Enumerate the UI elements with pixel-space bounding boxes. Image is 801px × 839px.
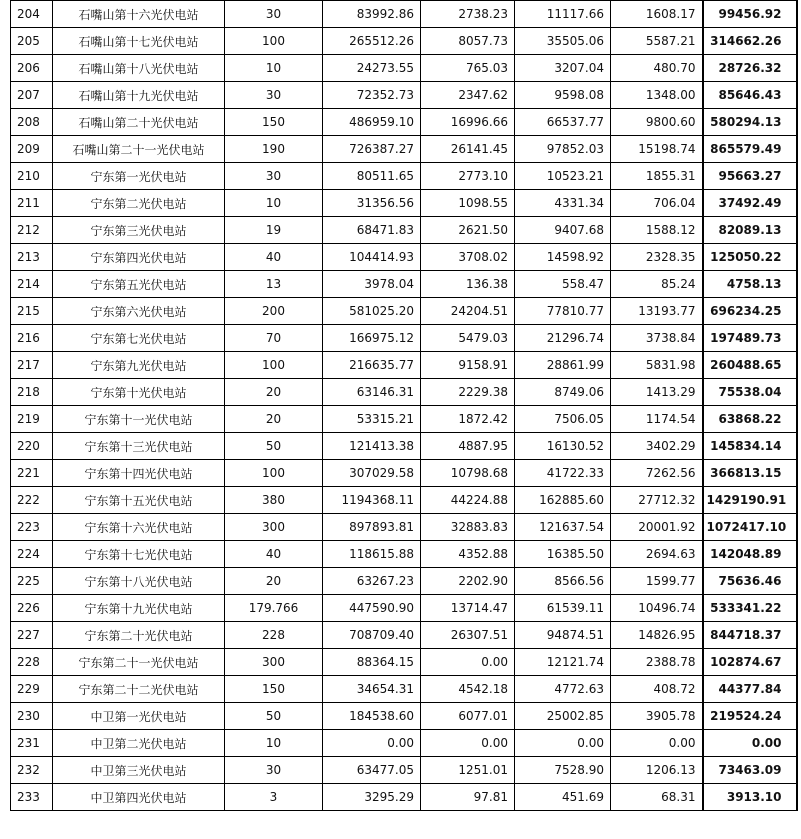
- value-cell-1: 3978.04: [323, 271, 421, 298]
- value-cell-4: 15198.74: [611, 136, 703, 163]
- table-row: [11, 82, 797, 109]
- value-cell-2: 2738.23: [421, 1, 515, 28]
- value-cell-1: 726387.27: [323, 136, 421, 163]
- row-index: 216: [11, 325, 53, 352]
- table-row: [11, 217, 797, 244]
- row-index: 207: [11, 82, 53, 109]
- row-index: 210: [11, 163, 53, 190]
- value-cell-1: 24273.55: [323, 55, 421, 82]
- total-cell: 580294.13: [703, 109, 797, 136]
- value-cell-3: 162885.60: [515, 487, 611, 514]
- station-name: 宁东第五光伏电站: [53, 271, 225, 298]
- value-cell-3: 9407.68: [515, 217, 611, 244]
- station-name: 中卫第四光伏电站: [53, 784, 225, 811]
- value-cell-2: 97.81: [421, 784, 515, 811]
- table-row: [11, 109, 797, 136]
- value-cell-4: 2388.78: [611, 649, 703, 676]
- table-row: [11, 568, 797, 595]
- row-index: 209: [11, 136, 53, 163]
- table-row: [11, 55, 797, 82]
- table-row: [11, 28, 797, 55]
- value-cell-1: 581025.20: [323, 298, 421, 325]
- capacity-cell: 20: [225, 406, 323, 433]
- station-name: 石嘴山第十七光伏电站: [53, 28, 225, 55]
- station-name: 宁东第十六光伏电站: [53, 514, 225, 541]
- value-cell-4: 408.72: [611, 676, 703, 703]
- station-name: 宁东第十一光伏电站: [53, 406, 225, 433]
- row-index: 217: [11, 352, 53, 379]
- table-row: [11, 298, 797, 325]
- station-name: 宁东第十九光伏电站: [53, 595, 225, 622]
- value-cell-2: 0.00: [421, 730, 515, 757]
- value-cell-4: 1855.31: [611, 163, 703, 190]
- table-row: [11, 514, 797, 541]
- capacity-cell: 100: [225, 28, 323, 55]
- value-cell-3: 451.69: [515, 784, 611, 811]
- value-cell-3: 8749.06: [515, 379, 611, 406]
- row-index: 233: [11, 784, 53, 811]
- value-cell-4: 20001.92: [611, 514, 703, 541]
- total-cell: 44377.84: [703, 676, 797, 703]
- row-index: 222: [11, 487, 53, 514]
- value-cell-4: 7262.56: [611, 460, 703, 487]
- row-index: 215: [11, 298, 53, 325]
- value-cell-3: 4772.63: [515, 676, 611, 703]
- row-index: 223: [11, 514, 53, 541]
- row-index: 205: [11, 28, 53, 55]
- value-cell-3: 16130.52: [515, 433, 611, 460]
- value-cell-4: 1206.13: [611, 757, 703, 784]
- value-cell-2: 6077.01: [421, 703, 515, 730]
- value-cell-3: 41722.33: [515, 460, 611, 487]
- station-name: 中卫第三光伏电站: [53, 757, 225, 784]
- value-cell-3: 14598.92: [515, 244, 611, 271]
- total-cell: 63868.22: [703, 406, 797, 433]
- total-cell: 82089.13: [703, 217, 797, 244]
- value-cell-2: 4542.18: [421, 676, 515, 703]
- capacity-cell: 20: [225, 568, 323, 595]
- value-cell-3: 97852.03: [515, 136, 611, 163]
- value-cell-2: 1872.42: [421, 406, 515, 433]
- station-name: 中卫第二光伏电站: [53, 730, 225, 757]
- capacity-cell: 20: [225, 379, 323, 406]
- value-cell-3: 10523.21: [515, 163, 611, 190]
- value-cell-3: 4331.34: [515, 190, 611, 217]
- table-row: [11, 1, 797, 28]
- value-cell-4: 1588.12: [611, 217, 703, 244]
- value-cell-3: 16385.50: [515, 541, 611, 568]
- value-cell-1: 80511.65: [323, 163, 421, 190]
- value-cell-4: 3402.29: [611, 433, 703, 460]
- station-name: 宁东第一光伏电站: [53, 163, 225, 190]
- table-row: [11, 325, 797, 352]
- value-cell-4: 9800.60: [611, 109, 703, 136]
- total-cell: 865579.49: [703, 136, 797, 163]
- total-cell: 314662.26: [703, 28, 797, 55]
- value-cell-4: 0.00: [611, 730, 703, 757]
- value-cell-1: 265512.26: [323, 28, 421, 55]
- value-cell-3: 66537.77: [515, 109, 611, 136]
- value-cell-3: 21296.74: [515, 325, 611, 352]
- total-cell: 366813.15: [703, 460, 797, 487]
- value-cell-2: 4352.88: [421, 541, 515, 568]
- total-cell: 75538.04: [703, 379, 797, 406]
- value-cell-2: 5479.03: [421, 325, 515, 352]
- capacity-cell: 40: [225, 541, 323, 568]
- value-cell-2: 2202.90: [421, 568, 515, 595]
- value-cell-1: 897893.81: [323, 514, 421, 541]
- table-row: [11, 406, 797, 433]
- value-cell-4: 68.31: [611, 784, 703, 811]
- capacity-cell: 10: [225, 55, 323, 82]
- value-cell-2: 4887.95: [421, 433, 515, 460]
- capacity-cell: 190: [225, 136, 323, 163]
- value-cell-4: 1348.00: [611, 82, 703, 109]
- row-index: 226: [11, 595, 53, 622]
- station-name: 石嘴山第二十一光伏电站: [53, 136, 225, 163]
- value-cell-4: 3738.84: [611, 325, 703, 352]
- value-cell-4: 1174.54: [611, 406, 703, 433]
- row-index: 231: [11, 730, 53, 757]
- station-name: 宁东第二光伏电站: [53, 190, 225, 217]
- value-cell-3: 0.00: [515, 730, 611, 757]
- station-name: 宁东第六光伏电站: [53, 298, 225, 325]
- station-name: 宁东第十四光伏电站: [53, 460, 225, 487]
- capacity-cell: 300: [225, 649, 323, 676]
- value-cell-1: 88364.15: [323, 649, 421, 676]
- capacity-cell: 10: [225, 730, 323, 757]
- value-cell-1: 53315.21: [323, 406, 421, 433]
- total-cell: 28726.32: [703, 55, 797, 82]
- value-cell-2: 13714.47: [421, 595, 515, 622]
- value-cell-1: 447590.90: [323, 595, 421, 622]
- total-cell: 99456.92: [703, 1, 797, 28]
- value-cell-1: 63477.05: [323, 757, 421, 784]
- table-body: [11, 1, 797, 811]
- value-cell-2: 136.38: [421, 271, 515, 298]
- value-cell-2: 1098.55: [421, 190, 515, 217]
- table-row: [11, 730, 797, 757]
- station-name: 宁东第四光伏电站: [53, 244, 225, 271]
- value-cell-1: 486959.10: [323, 109, 421, 136]
- value-cell-1: 118615.88: [323, 541, 421, 568]
- value-cell-3: 8566.56: [515, 568, 611, 595]
- table-row: [11, 622, 797, 649]
- capacity-cell: 10: [225, 190, 323, 217]
- total-cell: 533341.22: [703, 595, 797, 622]
- value-cell-2: 3708.02: [421, 244, 515, 271]
- value-cell-1: 63146.31: [323, 379, 421, 406]
- value-cell-1: 121413.38: [323, 433, 421, 460]
- value-cell-2: 2229.38: [421, 379, 515, 406]
- station-name: 石嘴山第十八光伏电站: [53, 55, 225, 82]
- capacity-cell: 70: [225, 325, 323, 352]
- value-cell-1: 83992.86: [323, 1, 421, 28]
- total-cell: 125050.22: [703, 244, 797, 271]
- value-cell-3: 11117.66: [515, 1, 611, 28]
- capacity-cell: 228: [225, 622, 323, 649]
- value-cell-1: 31356.56: [323, 190, 421, 217]
- value-cell-4: 5587.21: [611, 28, 703, 55]
- total-cell: 37492.49: [703, 190, 797, 217]
- row-index: 214: [11, 271, 53, 298]
- row-index: 218: [11, 379, 53, 406]
- table-row: [11, 595, 797, 622]
- capacity-cell: 150: [225, 109, 323, 136]
- total-cell: 95663.27: [703, 163, 797, 190]
- subsidy-table-container: [10, 0, 796, 811]
- total-cell: 85646.43: [703, 82, 797, 109]
- table-row: [11, 703, 797, 730]
- row-index: 232: [11, 757, 53, 784]
- table-row: [11, 541, 797, 568]
- total-cell: 197489.73: [703, 325, 797, 352]
- value-cell-2: 16996.66: [421, 109, 515, 136]
- capacity-cell: 179.766: [225, 595, 323, 622]
- value-cell-3: 121637.54: [515, 514, 611, 541]
- value-cell-4: 2694.63: [611, 541, 703, 568]
- value-cell-4: 706.04: [611, 190, 703, 217]
- value-cell-2: 1251.01: [421, 757, 515, 784]
- value-cell-3: 7528.90: [515, 757, 611, 784]
- value-cell-3: 28861.99: [515, 352, 611, 379]
- station-name: 宁东第七光伏电站: [53, 325, 225, 352]
- capacity-cell: 3: [225, 784, 323, 811]
- station-name: 宁东第十三光伏电站: [53, 433, 225, 460]
- capacity-cell: 150: [225, 676, 323, 703]
- value-cell-3: 35505.06: [515, 28, 611, 55]
- capacity-cell: 30: [225, 163, 323, 190]
- station-name: 宁东第九光伏电站: [53, 352, 225, 379]
- value-cell-1: 1194368.11: [323, 487, 421, 514]
- value-cell-2: 26307.51: [421, 622, 515, 649]
- value-cell-2: 9158.91: [421, 352, 515, 379]
- table-row: [11, 676, 797, 703]
- value-cell-3: 12121.74: [515, 649, 611, 676]
- value-cell-1: 104414.93: [323, 244, 421, 271]
- value-cell-2: 765.03: [421, 55, 515, 82]
- value-cell-1: 0.00: [323, 730, 421, 757]
- value-cell-2: 10798.68: [421, 460, 515, 487]
- total-cell: 844718.37: [703, 622, 797, 649]
- table-row: [11, 379, 797, 406]
- capacity-cell: 50: [225, 433, 323, 460]
- capacity-cell: 40: [225, 244, 323, 271]
- capacity-cell: 30: [225, 82, 323, 109]
- station-name: 宁东第十五光伏电站: [53, 487, 225, 514]
- value-cell-3: 9598.08: [515, 82, 611, 109]
- value-cell-4: 3905.78: [611, 703, 703, 730]
- value-cell-1: 166975.12: [323, 325, 421, 352]
- value-cell-1: 708709.40: [323, 622, 421, 649]
- total-cell: 260488.65: [703, 352, 797, 379]
- row-index: 212: [11, 217, 53, 244]
- station-name: 宁东第二十一光伏电站: [53, 649, 225, 676]
- subsidy-table: [10, 0, 798, 811]
- row-index: 219: [11, 406, 53, 433]
- value-cell-1: 63267.23: [323, 568, 421, 595]
- total-cell: 102874.67: [703, 649, 797, 676]
- value-cell-4: 5831.98: [611, 352, 703, 379]
- capacity-cell: 30: [225, 1, 323, 28]
- row-index: 221: [11, 460, 53, 487]
- value-cell-3: 3207.04: [515, 55, 611, 82]
- table-row: [11, 352, 797, 379]
- value-cell-1: 307029.58: [323, 460, 421, 487]
- station-name: 石嘴山第二十光伏电站: [53, 109, 225, 136]
- value-cell-3: 77810.77: [515, 298, 611, 325]
- value-cell-4: 14826.95: [611, 622, 703, 649]
- row-index: 229: [11, 676, 53, 703]
- value-cell-3: 94874.51: [515, 622, 611, 649]
- total-cell: 1072417.10: [703, 514, 797, 541]
- total-cell: 1429190.91: [703, 487, 797, 514]
- value-cell-3: 558.47: [515, 271, 611, 298]
- total-cell: 219524.24: [703, 703, 797, 730]
- station-name: 宁东第二十二光伏电站: [53, 676, 225, 703]
- row-index: 204: [11, 1, 53, 28]
- row-index: 213: [11, 244, 53, 271]
- total-cell: 3913.10: [703, 784, 797, 811]
- table-row: [11, 649, 797, 676]
- value-cell-4: 85.24: [611, 271, 703, 298]
- capacity-cell: 300: [225, 514, 323, 541]
- capacity-cell: 13: [225, 271, 323, 298]
- value-cell-3: 25002.85: [515, 703, 611, 730]
- value-cell-4: 13193.77: [611, 298, 703, 325]
- total-cell: 145834.14: [703, 433, 797, 460]
- table-row: [11, 433, 797, 460]
- row-index: 227: [11, 622, 53, 649]
- row-index: 208: [11, 109, 53, 136]
- station-name: 宁东第十八光伏电站: [53, 568, 225, 595]
- table-row: [11, 163, 797, 190]
- value-cell-2: 2773.10: [421, 163, 515, 190]
- value-cell-1: 216635.77: [323, 352, 421, 379]
- value-cell-2: 32883.83: [421, 514, 515, 541]
- value-cell-2: 2621.50: [421, 217, 515, 244]
- value-cell-4: 1413.29: [611, 379, 703, 406]
- station-name: 石嘴山第十六光伏电站: [53, 1, 225, 28]
- row-index: 225: [11, 568, 53, 595]
- capacity-cell: 100: [225, 460, 323, 487]
- value-cell-2: 2347.62: [421, 82, 515, 109]
- value-cell-4: 1599.77: [611, 568, 703, 595]
- value-cell-2: 0.00: [421, 649, 515, 676]
- total-cell: 0.00: [703, 730, 797, 757]
- value-cell-1: 68471.83: [323, 217, 421, 244]
- total-cell: 696234.25: [703, 298, 797, 325]
- value-cell-4: 27712.32: [611, 487, 703, 514]
- table-row: [11, 757, 797, 784]
- table-row: [11, 487, 797, 514]
- value-cell-3: 7506.05: [515, 406, 611, 433]
- row-index: 224: [11, 541, 53, 568]
- capacity-cell: 100: [225, 352, 323, 379]
- table-row: [11, 136, 797, 163]
- station-name: 宁东第十光伏电站: [53, 379, 225, 406]
- value-cell-1: 72352.73: [323, 82, 421, 109]
- value-cell-3: 61539.11: [515, 595, 611, 622]
- table-row: [11, 460, 797, 487]
- station-name: 宁东第十七光伏电站: [53, 541, 225, 568]
- value-cell-1: 3295.29: [323, 784, 421, 811]
- row-index: 211: [11, 190, 53, 217]
- value-cell-1: 184538.60: [323, 703, 421, 730]
- value-cell-1: 34654.31: [323, 676, 421, 703]
- table-row: [11, 271, 797, 298]
- station-name: 宁东第二十光伏电站: [53, 622, 225, 649]
- capacity-cell: 200: [225, 298, 323, 325]
- table-row: [11, 784, 797, 811]
- row-index: 220: [11, 433, 53, 460]
- station-name: 中卫第一光伏电站: [53, 703, 225, 730]
- total-cell: 142048.89: [703, 541, 797, 568]
- row-index: 206: [11, 55, 53, 82]
- capacity-cell: 30: [225, 757, 323, 784]
- total-cell: 4758.13: [703, 271, 797, 298]
- total-cell: 75636.46: [703, 568, 797, 595]
- station-name: 宁东第三光伏电站: [53, 217, 225, 244]
- value-cell-2: 8057.73: [421, 28, 515, 55]
- row-index: 228: [11, 649, 53, 676]
- capacity-cell: 50: [225, 703, 323, 730]
- capacity-cell: 19: [225, 217, 323, 244]
- table-row: [11, 190, 797, 217]
- row-index: 230: [11, 703, 53, 730]
- capacity-cell: 380: [225, 487, 323, 514]
- value-cell-4: 1608.17: [611, 1, 703, 28]
- station-name: 石嘴山第十九光伏电站: [53, 82, 225, 109]
- value-cell-2: 44224.88: [421, 487, 515, 514]
- value-cell-2: 26141.45: [421, 136, 515, 163]
- value-cell-4: 2328.35: [611, 244, 703, 271]
- value-cell-4: 480.70: [611, 55, 703, 82]
- value-cell-2: 24204.51: [421, 298, 515, 325]
- table-row: [11, 244, 797, 271]
- total-cell: 73463.09: [703, 757, 797, 784]
- value-cell-4: 10496.74: [611, 595, 703, 622]
